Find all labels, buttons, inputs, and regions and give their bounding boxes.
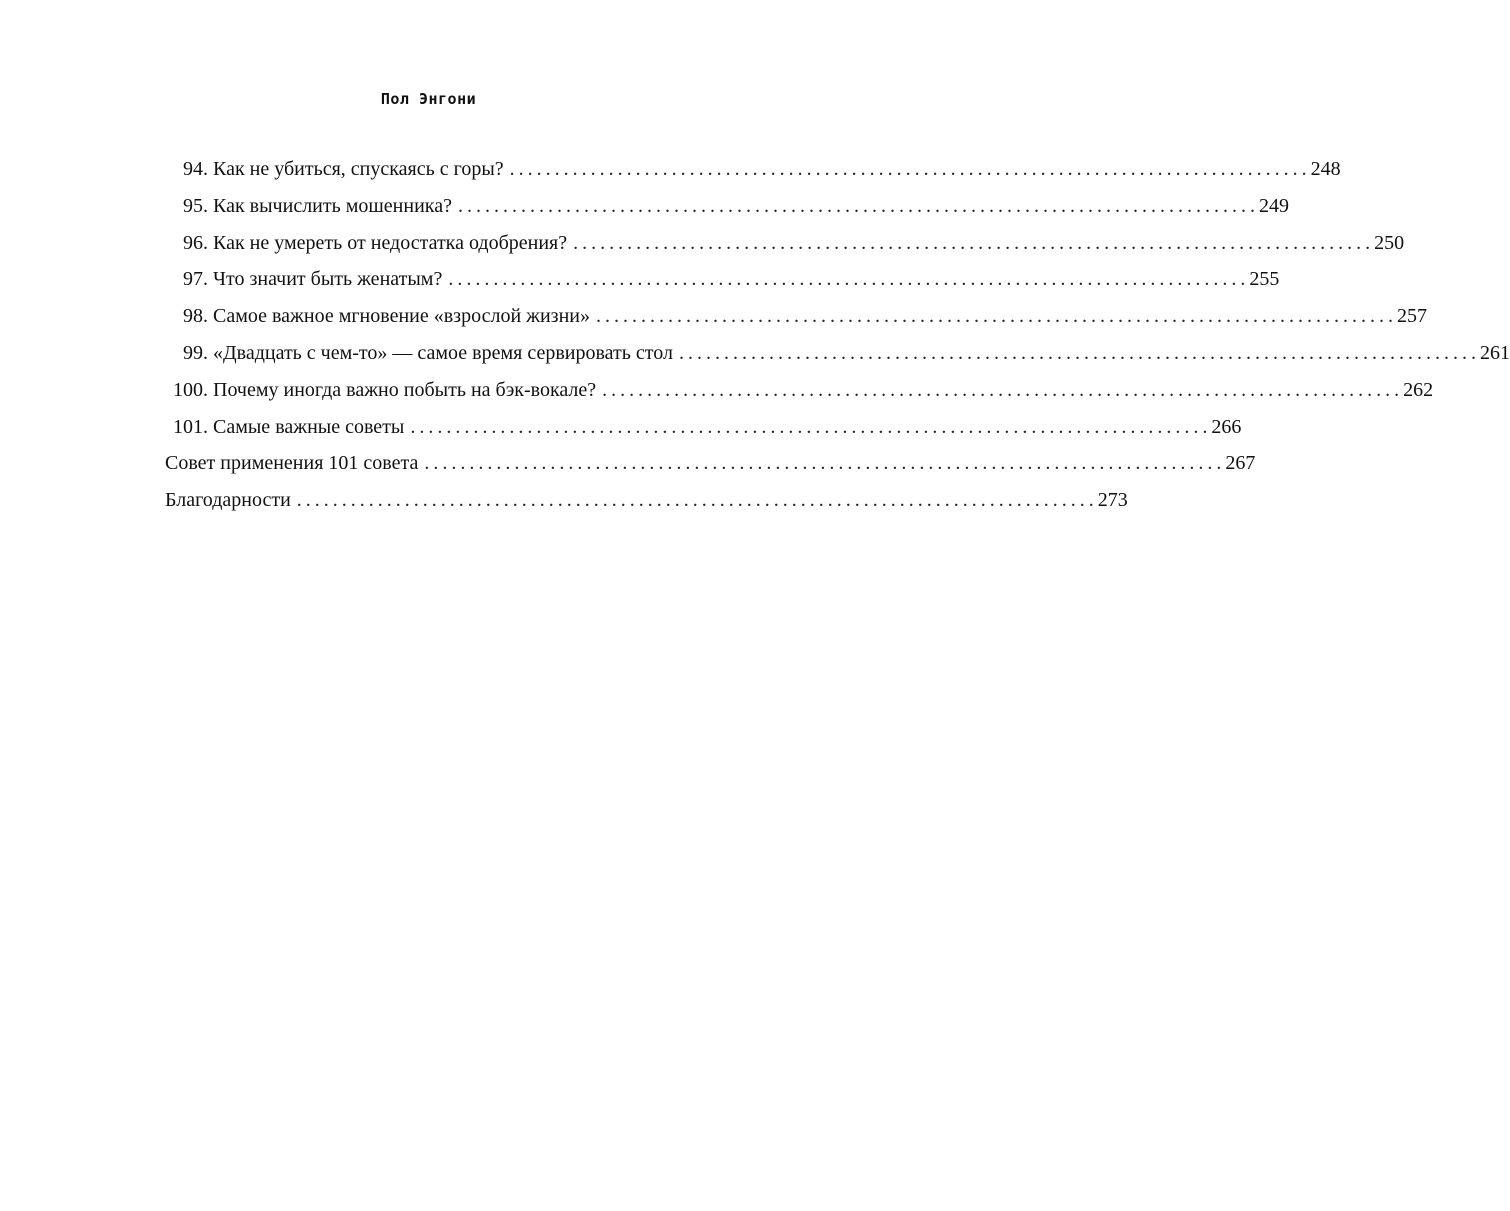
toc-entry-number: 97.: [183, 268, 208, 291]
toc-entry-page: 249: [1258, 194, 1289, 217]
toc-entry-page: 267: [1225, 452, 1256, 475]
toc-entry[interactable]: [165, 482, 1128, 519]
table-of-contents: [165, 151, 1510, 519]
toc-entry-page: 266: [1211, 415, 1242, 438]
toc-entry-title: Как не умереть от недостатка одобрения?: [213, 231, 568, 254]
running-head: Пол Энгони: [380, 90, 477, 108]
toc-entry[interactable]: [165, 372, 1434, 409]
dot-leader: [510, 151, 1307, 188]
toc-entry-page: 250: [1374, 231, 1405, 254]
toc-entry[interactable]: [165, 445, 1256, 482]
toc-entry-page: 273: [1097, 489, 1128, 512]
toc-entry-number: 95.: [183, 194, 208, 217]
toc-entry-title: Благодарности: [165, 489, 291, 512]
toc-entry[interactable]: [165, 409, 1242, 446]
toc-entry-number: 94.: [183, 158, 208, 180]
toc-entry-number: 100.: [173, 378, 208, 401]
toc-entry-title: Самые важные советы: [213, 415, 405, 438]
toc-entry-page: 248: [1310, 158, 1341, 180]
toc-entry-title: Что значит быть женатым?: [213, 268, 443, 291]
dot-leader: [458, 188, 1255, 225]
toc-entry-page: 261: [1479, 341, 1510, 364]
dot-leader: [573, 225, 1370, 262]
dot-leader: [424, 445, 1221, 482]
toc-entry-page: 262: [1403, 378, 1434, 401]
toc-entry-title: Как не убиться, спускаясь с горы?: [213, 158, 504, 180]
toc-entry-page: 257: [1396, 305, 1427, 328]
toc-entry[interactable]: [165, 298, 1427, 335]
toc-entry[interactable]: [165, 151, 1341, 188]
toc-entry-number: 98.: [183, 305, 208, 328]
dot-leader: [679, 335, 1476, 372]
toc-entry[interactable]: [165, 188, 1289, 225]
dot-leader: [448, 261, 1245, 298]
toc-entry[interactable]: [165, 335, 1510, 372]
toc-entry-title: Самое важное мгновение «взрослой жизни»: [213, 305, 590, 328]
dot-leader: [297, 482, 1094, 519]
toc-entry-number: 101.: [173, 415, 208, 438]
toc-entry[interactable]: [165, 225, 1405, 262]
toc-entry-page: 255: [1249, 268, 1280, 291]
dot-leader: [602, 372, 1399, 409]
toc-entry-title: «Двадцать с чем-то» — самое время сервировать стол: [213, 341, 673, 364]
toc-entry-title: Совет применения 101 совета: [165, 452, 419, 475]
toc-entry-number: 99.: [183, 341, 208, 364]
dot-leader: [410, 409, 1207, 446]
toc-entry-number: 96.: [183, 231, 208, 254]
toc-entry-title: Как вычислить мошенника?: [213, 194, 452, 217]
toc-entry[interactable]: [165, 261, 1280, 298]
dot-leader: [596, 298, 1393, 335]
toc-entry-title: Почему иногда важно побыть на бэк-вокале?: [213, 378, 597, 401]
